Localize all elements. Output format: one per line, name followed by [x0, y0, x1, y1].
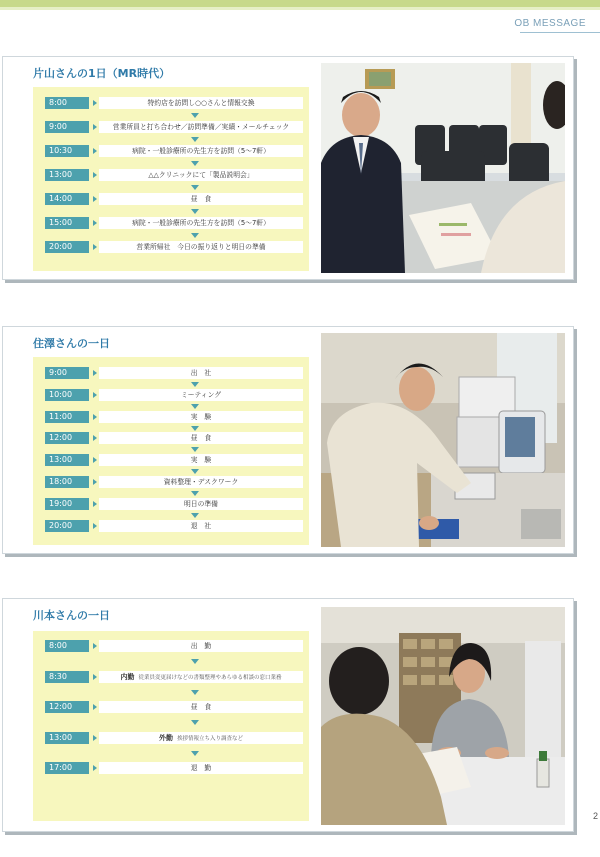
profile-title: 片山さんの1日（MR時代） — [33, 67, 171, 80]
down-arrow-icon — [191, 720, 199, 725]
down-arrow-icon — [191, 382, 199, 387]
schedule-time: 17:00 — [45, 762, 89, 774]
down-arrow-icon — [191, 513, 199, 518]
schedule-row — [33, 367, 309, 380]
schedule-time: 9:00 — [45, 121, 89, 133]
pointer-arrow-icon — [93, 501, 97, 507]
profile-title: 住澤さんの一日 — [33, 337, 110, 350]
pointer-arrow-icon — [93, 735, 97, 741]
schedule-row — [33, 389, 309, 402]
schedule-activity: 出 勤 — [99, 640, 303, 652]
schedule-row — [33, 432, 309, 445]
schedule-time: 10:00 — [45, 389, 89, 401]
pointer-arrow-icon — [93, 674, 97, 680]
schedule-row — [33, 217, 309, 230]
pointer-arrow-icon — [93, 196, 97, 202]
down-arrow-icon — [191, 426, 199, 431]
schedule-time: 20:00 — [45, 241, 89, 253]
down-arrow-icon — [191, 447, 199, 452]
schedule-time: 18:00 — [45, 476, 89, 488]
schedule-activity: ミーティング — [99, 389, 303, 401]
profile-card-katayama — [2, 56, 574, 280]
schedule-time: 20:00 — [45, 520, 89, 532]
top-accent-bar-light — [0, 7, 600, 10]
schedule-activity: 病院・一般診療所の先生方を訪問（5〜7軒） — [99, 217, 303, 229]
schedule-row — [33, 498, 309, 511]
down-arrow-icon — [191, 659, 199, 664]
pointer-arrow-icon — [93, 100, 97, 106]
profile-card-kawamoto — [2, 598, 574, 832]
schedule-row — [33, 701, 309, 714]
schedule-box — [33, 357, 309, 545]
schedule-row — [33, 732, 309, 745]
pointer-arrow-icon — [93, 643, 97, 649]
schedule-time: 13:00 — [45, 454, 89, 466]
pointer-arrow-icon — [93, 523, 97, 529]
schedule-time: 12:00 — [45, 432, 89, 444]
schedule-row — [33, 145, 309, 158]
activity-category: 外勤 — [158, 733, 173, 742]
schedule-activity: 昼 食 — [99, 432, 303, 444]
schedule-activity: 出 社 — [99, 367, 303, 379]
pointer-arrow-icon — [93, 148, 97, 154]
profile-card-sumizawa — [2, 326, 574, 554]
section-title: OB MESSAGE — [514, 18, 586, 29]
schedule-activity: 明日の準備 — [99, 498, 303, 510]
schedule-row — [33, 97, 309, 110]
down-arrow-icon — [191, 491, 199, 496]
schedule-row — [33, 520, 309, 533]
schedule-activity: 実 験 — [99, 411, 303, 423]
down-arrow-icon — [191, 113, 199, 118]
activity-detail: 従業員変更届けなどの書類整理やあらゆる相談の窓口業務 — [138, 674, 282, 681]
office-counter-photo — [321, 607, 565, 825]
schedule-activity: △△クリニックにて「製品説明会」 — [99, 169, 303, 181]
down-arrow-icon — [191, 185, 199, 190]
schedule-time: 8:30 — [45, 671, 89, 683]
schedule-time: 12:00 — [45, 701, 89, 713]
down-arrow-icon — [191, 161, 199, 166]
office-meeting-photo — [321, 63, 565, 273]
schedule-row — [33, 476, 309, 489]
schedule-activity: 営業所帰社 今日の振り返りと明日の準備 — [99, 241, 303, 253]
schedule-activity: 実 験 — [99, 454, 303, 466]
activity-category: 内勤 — [120, 672, 135, 681]
schedule-row — [33, 169, 309, 182]
schedule-row — [33, 411, 309, 424]
pointer-arrow-icon — [93, 457, 97, 463]
schedule-time: 15:00 — [45, 217, 89, 229]
schedule-time: 13:00 — [45, 169, 89, 181]
down-arrow-icon — [191, 751, 199, 756]
schedule-activity: 営業所員と打ち合わせ／訪問準備／実績・メールチェック — [99, 121, 303, 133]
schedule-activity: 退 社 — [99, 520, 303, 532]
down-arrow-icon — [191, 209, 199, 214]
schedule-activity — [99, 671, 303, 683]
schedule-row — [33, 193, 309, 206]
schedule-row — [33, 121, 309, 134]
down-arrow-icon — [191, 690, 199, 695]
schedule-time: 8:00 — [45, 640, 89, 652]
section-title-rule — [520, 32, 600, 33]
top-accent-bar — [0, 0, 600, 7]
schedule-activity: 昼 食 — [99, 701, 303, 713]
down-arrow-icon — [191, 469, 199, 474]
down-arrow-icon — [191, 137, 199, 142]
schedule-activity: 病院・一般診療所の先生方を訪問（5〜7軒） — [99, 145, 303, 157]
schedule-time: 11:00 — [45, 411, 89, 423]
pointer-arrow-icon — [93, 220, 97, 226]
schedule-activity — [99, 732, 303, 744]
pointer-arrow-icon — [93, 392, 97, 398]
schedule-box — [33, 631, 309, 821]
schedule-row — [33, 762, 309, 775]
down-arrow-icon — [191, 233, 199, 238]
schedule-row — [33, 241, 309, 254]
pointer-arrow-icon — [93, 172, 97, 178]
schedule-activity: 特約店を訪問し○○さんと情報交換 — [99, 97, 303, 109]
pointer-arrow-icon — [93, 479, 97, 485]
schedule-row — [33, 454, 309, 467]
schedule-activity: 昼 食 — [99, 193, 303, 205]
activity-detail: 挨拶情報立ち入り調査など — [176, 735, 243, 742]
pointer-arrow-icon — [93, 414, 97, 420]
pointer-arrow-icon — [93, 435, 97, 441]
schedule-time: 9:00 — [45, 367, 89, 379]
pointer-arrow-icon — [93, 244, 97, 250]
schedule-time: 13:00 — [45, 732, 89, 744]
schedule-time: 10:30 — [45, 145, 89, 157]
schedule-box — [33, 87, 309, 271]
schedule-time: 19:00 — [45, 498, 89, 510]
down-arrow-icon — [191, 404, 199, 409]
schedule-activity: 資料整理・デスクワーク — [99, 476, 303, 488]
lab-computer-photo — [321, 333, 565, 547]
schedule-time: 14:00 — [45, 193, 89, 205]
profile-title: 川本さんの一日 — [33, 609, 110, 622]
pointer-arrow-icon — [93, 765, 97, 771]
pointer-arrow-icon — [93, 124, 97, 130]
page-number: 2 — [592, 811, 598, 821]
pointer-arrow-icon — [93, 704, 97, 710]
schedule-activity: 退 勤 — [99, 762, 303, 774]
schedule-row — [33, 640, 309, 653]
schedule-row — [33, 671, 309, 684]
pointer-arrow-icon — [93, 370, 97, 376]
schedule-time: 8:00 — [45, 97, 89, 109]
